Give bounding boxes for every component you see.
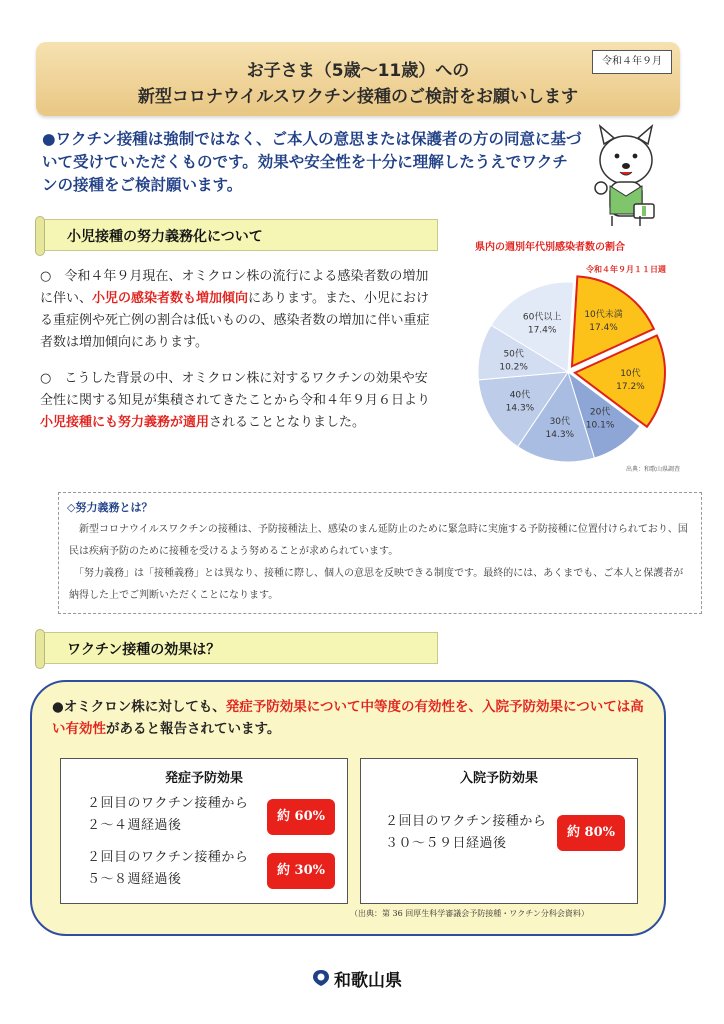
ribbon-curl bbox=[35, 216, 45, 256]
page-title-line1: お子さま（5歳～11歳）への bbox=[246, 61, 470, 81]
chart-subtitle: 令和４年９月１１日週 bbox=[586, 265, 666, 274]
pie-slice-label: 10代 bbox=[620, 368, 641, 379]
onset-value-badge-2: 約 30% bbox=[267, 853, 335, 889]
effort-box-text bbox=[69, 519, 689, 607]
summary-text: ●オミクロン株に対しても、 bbox=[52, 699, 226, 715]
section-heading-effect bbox=[40, 632, 438, 664]
paragraph-text: ○ こうした背景の中、オミクロン株に対するワクチンの効果や安全性に関する知見が集積されてきたことから令和４年９月６日より bbox=[40, 371, 431, 408]
pie-slice-value: 17.4% bbox=[527, 325, 557, 336]
onset-value-badge-1: 約 60% bbox=[267, 799, 335, 835]
effect-summary bbox=[52, 696, 652, 740]
paragraph-infection-trend bbox=[40, 266, 440, 354]
page-title-line2: 新型コロナウイルスワクチン接種のご検討をお願いします bbox=[137, 87, 579, 107]
pie-slice-label: 40代 bbox=[509, 390, 531, 401]
effect-panel bbox=[30, 680, 666, 936]
effort-box-line: 新型コロナウイルスワクチンの接種は、予防接種法上、感染のまん延防止のために緊急時に実施する予防接種に位置付けられており、国民は疾病予防のために接種を受けるよう努めることが求められています。 bbox=[69, 524, 688, 557]
paragraph-text: にあります。また、小児における重症例や死亡例の割合は低いものの、感染者数の増加に伴い重症者数は増加傾向にあります。 bbox=[40, 291, 430, 350]
section-heading-label: ワクチン接種の効果は？ bbox=[67, 642, 221, 658]
effort-definition-box bbox=[58, 492, 702, 614]
pie-slice-value: 17.2% bbox=[616, 381, 645, 392]
pie-slice-value: 14.3% bbox=[505, 403, 535, 414]
effect-source: （出典：第 36 回厚生科学審議会予防接種・ワクチン分科会資料） bbox=[350, 909, 589, 918]
date-label: 令和４年９月 bbox=[592, 50, 672, 74]
pie-slice-label: 20代 bbox=[589, 407, 611, 418]
section-heading-effort bbox=[40, 219, 438, 251]
paragraph-effort-obligation bbox=[40, 368, 440, 434]
condition-line: ２～４週経過後 bbox=[87, 818, 182, 833]
highlight-text: 小児の感染者数も増加傾向 bbox=[92, 291, 249, 306]
intro-body: ワクチン接種は強制ではなく、ご本人の意思または保護者の方の同意に基づいて受けていただくものです。効果や安全性を十分に理解したうえでワクチンの接種をご検討願います。 bbox=[42, 130, 582, 194]
prefecture-logo bbox=[312, 964, 422, 992]
summary-text: があると報告されています。 bbox=[106, 721, 281, 737]
pie-slice-label: 60代以上 bbox=[522, 312, 562, 323]
pie-slice-label: 30代 bbox=[549, 417, 571, 428]
effort-box-title: ◇努力義務とは？ bbox=[67, 501, 153, 514]
hospital-condition-1 bbox=[385, 811, 546, 855]
paragraph-text: されることとなりました。 bbox=[209, 415, 366, 430]
pie-slice-value: 10.2% bbox=[499, 362, 528, 373]
condition-line: ３０～５９日経過後 bbox=[385, 836, 507, 851]
chart-source: 出典：和歌山県調査 bbox=[626, 466, 681, 473]
onset-heading: 発症予防効果 bbox=[164, 771, 243, 786]
onset-prevention-box bbox=[60, 758, 348, 904]
pie-slice-value: 14.3% bbox=[545, 430, 575, 441]
pie-slice-value: 17.4% bbox=[589, 323, 618, 334]
pie-slice-label: 10代未満 bbox=[584, 310, 623, 321]
highlight-text: 小児接種にも努力義務が適用 bbox=[40, 415, 210, 430]
hospital-heading: 入院予防効果 bbox=[459, 771, 538, 786]
condition-line: ２回目のワクチン接種から bbox=[385, 814, 547, 829]
section-heading-label: 小児接種の努力義務化について bbox=[67, 229, 263, 245]
pie-chart bbox=[468, 272, 678, 464]
ribbon-curl bbox=[35, 629, 45, 669]
chart-title: 県内の週別年代別感染者数の割合 bbox=[475, 242, 625, 253]
paragraph-text: ○ 令和４年９月現在、オミクロン株の流行による感染者数の増加に伴い、 bbox=[40, 269, 429, 306]
prefecture-name: 和歌山県 bbox=[334, 971, 402, 991]
highlight-text: 発症予防効果について中等度の有効性を、入院予防効果については高い有効性 bbox=[52, 699, 644, 737]
condition-line: ２回目のワクチン接種から bbox=[87, 796, 249, 811]
title-banner bbox=[36, 42, 680, 116]
hospital-prevention-box bbox=[360, 758, 638, 904]
condition-line: ５～８週経過後 bbox=[87, 872, 182, 887]
onset-condition-2 bbox=[87, 847, 248, 891]
onset-condition-1 bbox=[87, 793, 248, 837]
pie-slice-value: 10.1% bbox=[585, 420, 615, 431]
intro-bullet: ● bbox=[42, 130, 56, 148]
pie-slice-label: 50代 bbox=[503, 349, 524, 360]
condition-line: ２回目のワクチン接種から bbox=[87, 850, 249, 865]
mascot-icon bbox=[592, 122, 660, 228]
effort-box-line: 「努力義務」は「接種義務」とは異なり、接種に際し、個人の意思を反映できる制度です。最終的には、あくまでも、ご本人と保護者が納得した上でご判断いただくことになります。 bbox=[69, 568, 684, 601]
intro-text bbox=[42, 128, 582, 197]
hospital-value-badge-1: 約 80% bbox=[557, 815, 625, 851]
wakayama-emblem-icon bbox=[312, 969, 330, 987]
